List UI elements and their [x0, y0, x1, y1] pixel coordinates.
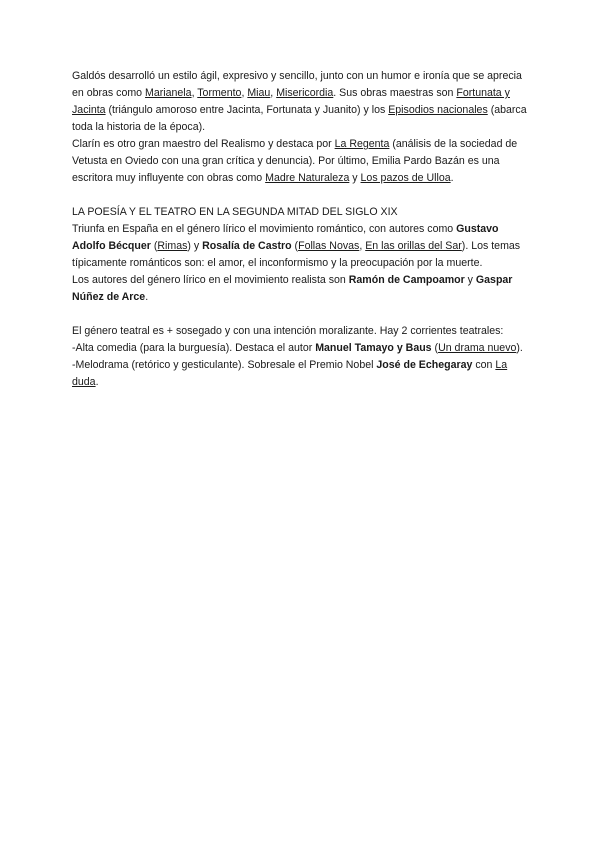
- author-name-echegaray: José de Echegaray: [376, 359, 473, 371]
- paragraph-clarin: [72, 136, 527, 187]
- text-run: .: [95, 376, 99, 388]
- text-run: ,: [191, 87, 198, 99]
- text-run: (: [150, 240, 158, 252]
- work-title-marianela: Marianela: [145, 87, 192, 99]
- work-title-tormento: Tormento: [197, 87, 242, 99]
- text-run: ,: [241, 87, 248, 99]
- text-run: -Alta comedia (para la burguesía). Destaca el autor: [72, 342, 316, 354]
- text-run: Los autores del género lírico en el movimiento realista son: [72, 274, 349, 286]
- paragraph-lirico-romantico: [72, 221, 527, 272]
- paragraph-teatro-intro: El género teatral es + sosegado y con una intención moralizante. Hay 2 corrientes teatrales:: [72, 325, 504, 337]
- text-run: con: [472, 359, 496, 371]
- text-run: .: [145, 291, 149, 303]
- work-title-fortunata-y-jacinta: Fortunata y Jacinta: [72, 87, 510, 116]
- work-title-episodios-nacionales: Episodios nacionales: [388, 104, 488, 116]
- text-run: ,: [359, 240, 366, 252]
- author-name-campoamor: Ramón de Campoamor: [348, 274, 465, 286]
- text-run: Clarín es otro gran maestro del Realismo y destaca por: [72, 138, 335, 150]
- work-title-madre-naturaleza: Madre Naturaleza: [265, 172, 350, 184]
- author-name-rosalia: Rosalía de Castro: [202, 240, 292, 252]
- work-title-misericordia: Misericordia: [276, 87, 334, 99]
- text-run: ).: [516, 342, 523, 354]
- text-run: (abarca toda la historia de la época).: [72, 104, 527, 133]
- text-run: ,: [270, 87, 277, 99]
- text-run: y: [349, 172, 361, 184]
- text-run: (triángulo amoroso entre Jacinta, Fortunata y Juanito) y los: [105, 104, 389, 116]
- section-heading: LA POESÍA Y EL TEATRO EN LA SEGUNDA MITAD DEL SIGLO XIX: [72, 206, 398, 218]
- work-title-rimas: Rimas: [157, 240, 188, 252]
- text-run: .: [450, 172, 454, 184]
- work-title-los-pazos-de-ulloa: Los pazos de Ulloa: [360, 172, 451, 184]
- paragraph-alta-comedia: [72, 340, 527, 357]
- author-name-becquer: Gustavo Adolfo Bécquer: [72, 223, 499, 252]
- text-run: . Sus obras maestras son: [333, 87, 457, 99]
- work-title-follas-novas: Follas Novas: [298, 240, 360, 252]
- text-run: (: [291, 240, 299, 252]
- work-title-un-drama-nuevo: Un drama nuevo: [438, 342, 517, 354]
- work-title-en-las-orillas-del-sar: En las orillas del Sar: [365, 240, 462, 252]
- work-title-la-regenta: La Regenta: [334, 138, 390, 150]
- paragraph-spacer: [72, 306, 527, 323]
- paragraph-galdos: [72, 68, 527, 136]
- text-run: -Melodrama (retórico y gesticulante). Sobresale el Premio Nobel: [72, 359, 377, 371]
- work-title-la-duda: La duda: [72, 359, 508, 388]
- author-name-tamayo-y-baus: Manuel Tamayo y Baus: [315, 342, 432, 354]
- paragraph-spacer: [72, 187, 527, 204]
- text-run: ) y: [187, 240, 203, 252]
- text-run: Galdós desarrolló un estilo ágil, expresivo y sencillo, junto con un humor e ironía que se aprecia en obras como: [72, 70, 522, 99]
- text-run: (análisis de la sociedad de Vetusta en Oviedo con una gran crítica y denuncia). Por último, Emilia Pardo Bazán es una escritora muy influyente con obras como: [72, 138, 518, 184]
- paragraph-melodrama: [72, 357, 527, 391]
- author-name-nunez-de-arce: Gaspar Núñez de Arce: [72, 274, 513, 303]
- text-run: (: [431, 342, 439, 354]
- document-page: [72, 68, 527, 391]
- text-run: y: [464, 274, 476, 286]
- work-title-miau: Miau: [247, 87, 271, 99]
- text-run: Triunfa en España en el género lírico el movimiento romántico, con autores como: [72, 223, 457, 235]
- text-run: ). Los temas típicamente románticos son: el amor, el inconformismo y la preocupación por la muerte.: [72, 240, 521, 269]
- paragraph-lirico-realista: [72, 272, 527, 306]
